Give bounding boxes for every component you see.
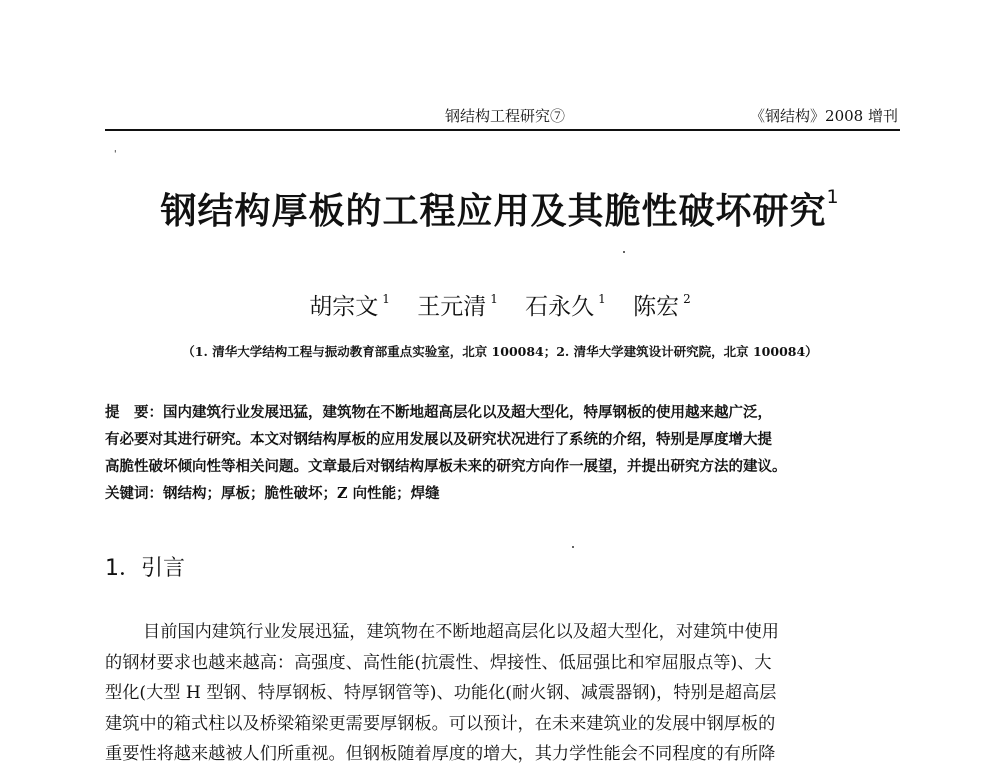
author (525, 294, 606, 320)
body-line: 型化(大型 H 型钢、特厚钢板、特厚钢管等)、功能化(耐火钢、减震器钢)，特别是超高层 (105, 683, 777, 703)
author-affil-marker: 1 (382, 292, 390, 306)
author (417, 294, 498, 320)
author-name: 石永久 (525, 294, 595, 320)
body-line: 重要性将越来越被人们所重视。但钢板随着厚度的增大，其力学性能会不同程度的有所降 (105, 744, 776, 764)
keywords-text: 钢结构；厚板；脆性破坏；Z 向性能；焊缝 (163, 485, 440, 502)
body-line: 建筑中的箱式柱以及桥梁箱梁更需要厚钢板。可以预计，在未来建筑业的发展中钢厚板的 (105, 713, 776, 734)
body-line: 的钢材要求也越来越高：高强度、高性能(抗震性、焊接性、低屈强比和窄屈服点等)、大 (105, 652, 772, 673)
running-header (105, 103, 900, 131)
scan-speck (572, 546, 574, 548)
section-heading: 1．引言 (105, 556, 185, 581)
paper-title-text: 钢结构厚板的工程应用及其脆性破坏研究 (160, 191, 827, 232)
author-name: 王元清 (417, 294, 487, 320)
title-footnote-marker: 1 (826, 186, 840, 208)
paper-title (0, 183, 1000, 234)
stray-mark: ' (114, 150, 117, 160)
abstract-block (105, 399, 905, 507)
abstract-line: 高脆性破坏倾向性等相关问题。文章最后对钢结构厚板未来的研究方向作一展望，并提出研究方法的建议。 (105, 458, 787, 475)
author (633, 294, 691, 320)
author-name: 胡宗文 (309, 294, 379, 320)
abstract-line: 有必要对其进行研究。本文对钢结构厚板的应用发展以及研究状况进行了系统的介绍，特别是厚度增大提 (105, 431, 772, 448)
author-affil-marker: 2 (683, 292, 691, 306)
scan-speck (623, 251, 625, 253)
affiliations: （1. 清华大学结构工程与振动教育部重点实验室，北京 100084；2. 清华大学建筑设计研究院，北京 100084） (182, 344, 818, 359)
header-journal-issue: 《钢结构》2008 增刊 (750, 107, 898, 125)
abstract-line (105, 399, 905, 426)
body-paragraph (105, 617, 905, 770)
keywords-line (105, 480, 905, 507)
author-affil-marker: 1 (490, 292, 498, 306)
keywords-label: 关键词： (105, 485, 163, 502)
abstract-text: 国内建筑行业发展迅猛，建筑物在不断地超高层化以及超大型化，特厚钢板的使用越来越广泛， (163, 404, 772, 421)
author (309, 294, 390, 320)
abstract-label: 提 要： (105, 404, 163, 421)
body-line: 目前国内建筑行业发展迅猛，建筑物在不断地超高层化以及超大型化，对建筑中使用 (143, 622, 779, 642)
author-list (0, 288, 1000, 321)
author-affil-marker: 1 (598, 292, 606, 306)
header-section-title: 钢结构工程研究⑦ (445, 107, 566, 125)
author-name: 陈宏 (633, 294, 680, 320)
